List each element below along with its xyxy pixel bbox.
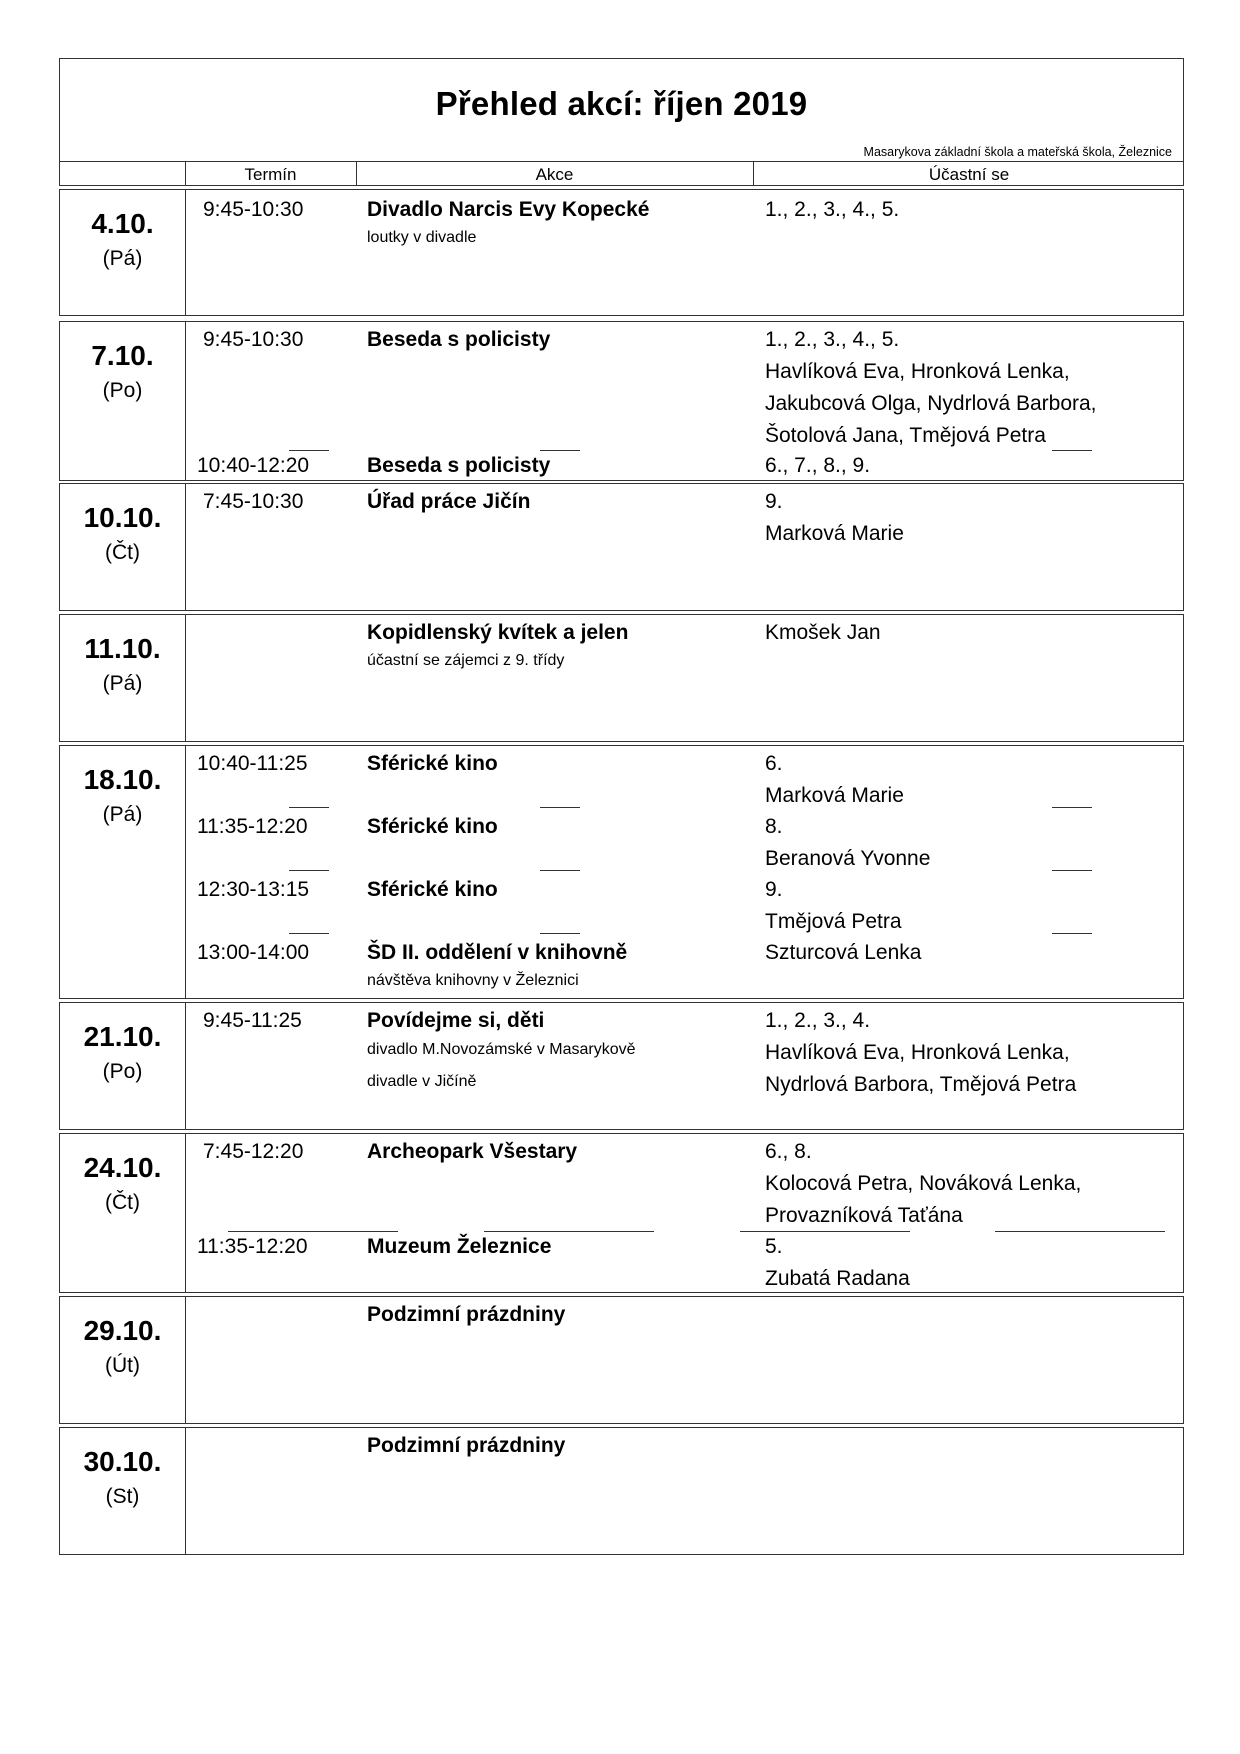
event-time: 11:35-12:20 bbox=[197, 1235, 308, 1258]
event-participants: 9. bbox=[765, 490, 783, 513]
day-weekday: (Pá) bbox=[102, 803, 143, 826]
separator bbox=[995, 1231, 1165, 1232]
event-name: Sférické kino bbox=[367, 815, 498, 838]
event-participants: Tmějová Petra bbox=[765, 910, 902, 933]
day-weekday: (St) bbox=[105, 1485, 140, 1508]
separator bbox=[1052, 933, 1092, 934]
day-weekday: (Út) bbox=[105, 1354, 140, 1377]
event-note: divadle v Jičíně bbox=[367, 1073, 477, 1090]
event-participants: Marková Marie bbox=[765, 784, 904, 807]
event-participants: Nydrlová Barbora, Tmějová Petra bbox=[765, 1073, 1077, 1096]
day-date: 21.10. bbox=[83, 1021, 162, 1052]
day-weekday: (Čt) bbox=[105, 541, 140, 564]
schedule-page bbox=[59, 58, 1184, 1508]
event-participants: 1., 2., 3., 4., 5. bbox=[765, 198, 900, 221]
separator bbox=[1052, 807, 1092, 808]
day-row bbox=[59, 614, 1184, 742]
event-time: 9:45-10:30 bbox=[203, 328, 304, 351]
separator bbox=[484, 1231, 654, 1232]
day-row bbox=[59, 483, 1184, 611]
day-date: 30.10. bbox=[83, 1446, 162, 1477]
column-header-termin: Termín bbox=[244, 165, 297, 184]
day-date: 7.10. bbox=[91, 340, 154, 371]
separator bbox=[740, 1231, 910, 1232]
event-participants: 6. bbox=[765, 752, 783, 775]
day-weekday: (Pá) bbox=[102, 672, 143, 695]
event-participants: Szturcová Lenka bbox=[765, 941, 922, 964]
separator bbox=[289, 450, 329, 451]
day-row bbox=[59, 189, 1184, 316]
separator bbox=[289, 807, 329, 808]
event-participants: 6., 8. bbox=[765, 1140, 812, 1163]
event-note: divadlo M.Novozámské v Masarykově bbox=[367, 1041, 636, 1058]
separator bbox=[228, 1231, 398, 1232]
event-time: 7:45-12:20 bbox=[203, 1140, 304, 1163]
header bbox=[59, 58, 1184, 162]
column-header-row bbox=[59, 162, 1184, 186]
event-name: Beseda s policisty bbox=[367, 454, 551, 477]
event-name: Podzimní prázdniny bbox=[367, 1434, 566, 1457]
event-time: 9:45-10:30 bbox=[203, 198, 304, 221]
day-row bbox=[59, 1002, 1184, 1130]
event-participants: 6., 7., 8., 9. bbox=[765, 454, 871, 477]
event-name: Beseda s policisty bbox=[367, 328, 551, 351]
event-time: 7:45-10:30 bbox=[203, 490, 304, 513]
event-participants: Provazníková Taťána bbox=[765, 1204, 963, 1227]
event-name: Muzeum Železnice bbox=[367, 1235, 552, 1258]
event-name: Archeopark Všestary bbox=[367, 1140, 578, 1163]
day-row bbox=[59, 1133, 1184, 1293]
separator bbox=[540, 450, 580, 451]
event-participants: Beranová Yvonne bbox=[765, 847, 931, 870]
event-time: 9:45-11:25 bbox=[203, 1009, 302, 1032]
day-date: 11.10. bbox=[84, 633, 161, 664]
event-note: účastní se zájemci z 9. třídy bbox=[367, 652, 565, 669]
event-participants: 5. bbox=[765, 1235, 783, 1258]
day-weekday: (Po) bbox=[102, 1060, 143, 1083]
event-time: 11:35-12:20 bbox=[197, 815, 308, 838]
separator bbox=[540, 870, 580, 871]
event-participants: 1., 2., 3., 4. bbox=[765, 1009, 871, 1032]
event-participants: Jakubcová Olga, Nydrlová Barbora, bbox=[765, 392, 1097, 415]
event-time: 10:40-11:25 bbox=[197, 752, 308, 775]
day-weekday: (Čt) bbox=[105, 1191, 140, 1214]
column-header-ucastni: Účastní se bbox=[928, 165, 1010, 184]
day-row bbox=[59, 1296, 1184, 1424]
event-time: 10:40-12:20 bbox=[197, 454, 310, 477]
event-time: 12:30-13:15 bbox=[197, 878, 310, 901]
event-participants: Kmošek Jan bbox=[765, 621, 881, 644]
event-name: Kopidlenský kvítek a jelen bbox=[367, 621, 629, 644]
event-name: Sférické kino bbox=[367, 752, 498, 775]
event-participants: Havlíková Eva, Hronková Lenka, bbox=[765, 1041, 1070, 1064]
event-participants: 8. bbox=[765, 815, 783, 838]
day-date: 29.10. bbox=[83, 1315, 162, 1346]
event-participants: Marková Marie bbox=[765, 522, 904, 545]
event-participants: Šotolová Jana, Tmějová Petra bbox=[765, 424, 1046, 447]
event-name: Sférické kino bbox=[367, 878, 498, 901]
separator bbox=[540, 807, 580, 808]
day-row bbox=[59, 745, 1184, 999]
column-header-akce: Akce bbox=[535, 165, 574, 184]
day-weekday: (Po) bbox=[102, 379, 143, 402]
event-name: Povídejme si, děti bbox=[367, 1009, 545, 1032]
day-date: 18.10. bbox=[83, 764, 162, 795]
event-participants: Kolocová Petra, Nováková Lenka, bbox=[765, 1172, 1082, 1195]
event-participants: 9. bbox=[765, 878, 783, 901]
separator bbox=[540, 933, 580, 934]
separator bbox=[1052, 870, 1092, 871]
separator bbox=[1052, 450, 1092, 451]
event-name: Úřad práce Jičín bbox=[367, 490, 531, 513]
day-date: 10.10. bbox=[83, 502, 162, 533]
separator bbox=[289, 933, 329, 934]
event-name: ŠD II. oddělení v knihovně bbox=[367, 941, 628, 964]
event-time: 13:00-14:00 bbox=[197, 941, 310, 964]
event-participants: Zubatá Radana bbox=[765, 1267, 910, 1290]
event-participants: Havlíková Eva, Hronková Lenka, bbox=[765, 360, 1070, 383]
day-date: 4.10. bbox=[91, 208, 154, 239]
event-note: návštěva knihovny v Železnici bbox=[367, 972, 579, 989]
page-title: Přehled akcí: říjen 2019 bbox=[435, 85, 808, 122]
day-row bbox=[59, 1427, 1184, 1555]
day-date: 24.10. bbox=[83, 1152, 162, 1183]
day-weekday: (Pá) bbox=[102, 247, 143, 270]
event-participants: 1., 2., 3., 4., 5. bbox=[765, 328, 900, 351]
school-name: Masarykova základní škola a mateřská škola, Železnice bbox=[863, 145, 1172, 159]
event-note: loutky v divadle bbox=[367, 229, 477, 246]
event-name: Divadlo Narcis Evy Kopecké bbox=[367, 198, 650, 221]
event-name: Podzimní prázdniny bbox=[367, 1303, 566, 1326]
day-row bbox=[59, 321, 1184, 481]
separator bbox=[289, 870, 329, 871]
